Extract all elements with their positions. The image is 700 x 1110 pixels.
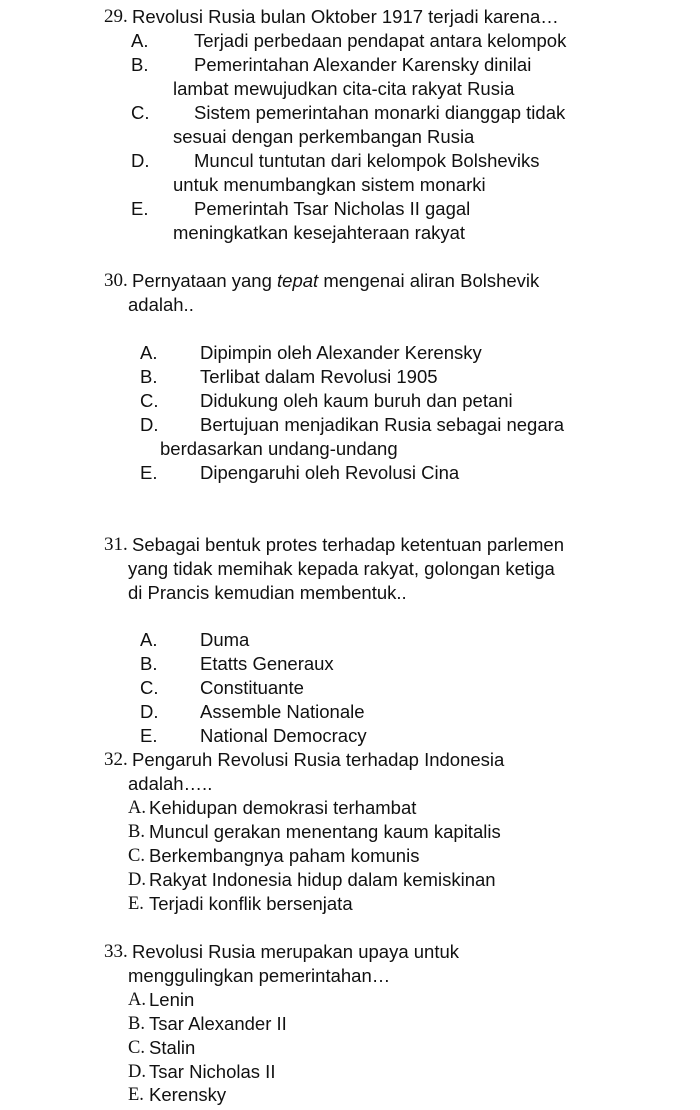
question-31-stem-line3: di Prancis kemudian membentuk..	[128, 582, 407, 603]
question-31-number: 31.	[104, 534, 128, 555]
q33-option-a-letter[interactable]: A.	[128, 990, 146, 1010]
q30-option-e-letter[interactable]: E.	[140, 462, 158, 483]
q33-option-e-letter[interactable]: E.	[128, 1085, 144, 1105]
q29-option-e-text[interactable]: Pemerintah Tsar Nicholas II gagal	[194, 198, 471, 219]
q31-option-b-text[interactable]: Etatts Generaux	[200, 653, 334, 674]
q29-option-d-text-line2[interactable]: untuk menumbangkan sistem monarki	[173, 174, 486, 195]
q33-option-a-text[interactable]: Lenin	[149, 989, 195, 1010]
q30-option-b-letter[interactable]: B.	[140, 366, 158, 387]
question-32-number: 32.	[104, 749, 128, 770]
q30-option-d-letter[interactable]: D.	[140, 414, 159, 435]
question-30-stem: Pernyataan yang tepat mengenai aliran Bolshevik	[132, 270, 540, 291]
question-30-stem-line2: adalah..	[128, 294, 194, 315]
q33-option-c-text[interactable]: Stalin	[149, 1037, 196, 1058]
q32-option-e-text[interactable]: Terjadi konflik bersenjata	[149, 893, 353, 914]
q33-option-b-text[interactable]: Tsar Alexander II	[149, 1013, 287, 1034]
q31-option-d-text[interactable]: Assemble Nationale	[200, 701, 365, 722]
question-29-number: 29.	[104, 6, 128, 27]
q29-option-d-text[interactable]: Muncul tuntutan dari kelompok Bolsheviks	[194, 150, 540, 171]
q33-option-d-text[interactable]: Tsar Nicholas II	[149, 1061, 276, 1082]
question-31-stem-line2: yang tidak memihak kepada rakyat, golongan ketiga	[128, 558, 555, 579]
q31-option-c-text[interactable]: Constituante	[200, 677, 304, 698]
q29-option-b-text[interactable]: Pemerintahan Alexander Karensky dinilai	[194, 54, 532, 75]
q32-option-c-text[interactable]: Berkembangnya paham komunis	[149, 845, 420, 866]
question-32-stem-line2: adalah…..	[128, 773, 213, 794]
q31-option-c-letter[interactable]: C.	[140, 677, 159, 698]
q31-option-b-letter[interactable]: B.	[140, 653, 158, 674]
q31-option-a-letter[interactable]: A.	[140, 629, 158, 650]
q30-option-a-letter[interactable]: A.	[140, 342, 158, 363]
q32-option-d-text[interactable]: Rakyat Indonesia hidup dalam kemiskinan	[149, 869, 496, 890]
question-32-stem: Pengaruh Revolusi Rusia terhadap Indonesia	[132, 749, 505, 770]
q29-option-c-letter[interactable]: C.	[131, 102, 150, 123]
question-33-number: 33.	[104, 941, 128, 962]
q30-option-c-letter[interactable]: C.	[140, 390, 159, 411]
q30-option-d-text[interactable]: Bertujuan menjadikan Rusia sebagai negara	[200, 414, 565, 435]
question-30-number: 30.	[104, 270, 128, 291]
q32-option-b-text[interactable]: Muncul gerakan menentang kaum kapitalis	[149, 821, 501, 842]
q29-option-e-letter[interactable]: E.	[131, 198, 149, 219]
question-33-stem: Revolusi Rusia merupakan upaya untuk	[132, 941, 460, 962]
q33-option-d-letter[interactable]: D.	[128, 1062, 146, 1082]
q29-option-b-text-line2[interactable]: lambat mewujudkan cita-cita rakyat Rusia	[173, 78, 515, 99]
q30-option-d-text-line2[interactable]: berdasarkan undang-undang	[160, 438, 398, 459]
q33-option-c-letter[interactable]: C.	[128, 1038, 145, 1058]
q32-option-e-letter[interactable]: E.	[128, 894, 144, 914]
q29-option-a-text[interactable]: Terjadi perbedaan pendapat antara kelompok	[194, 30, 567, 51]
question-31-stem: Sebagai bentuk protes terhadap ketentuan parlemen	[132, 534, 564, 555]
q32-option-a-letter[interactable]: A.	[128, 798, 146, 818]
question-33-stem-line2: menggulingkan pemerintahan…	[128, 965, 391, 986]
q29-option-c-text-line2[interactable]: sesuai dengan perkembangan Rusia	[173, 126, 475, 147]
q29-option-e-text-line2[interactable]: meningkatkan kesejahteraan rakyat	[173, 222, 466, 243]
q31-option-d-letter[interactable]: D.	[140, 701, 159, 722]
q30-option-b-text[interactable]: Terlibat dalam Revolusi 1905	[200, 366, 438, 387]
q31-option-a-text[interactable]: Duma	[200, 629, 250, 650]
q29-option-d-letter[interactable]: D.	[131, 150, 150, 171]
q29-option-b-letter[interactable]: B.	[131, 54, 149, 75]
q32-option-a-text[interactable]: Kehidupan demokrasi terhambat	[149, 797, 417, 818]
q33-option-e-text[interactable]: Kerensky	[149, 1084, 227, 1105]
q32-option-d-letter[interactable]: D.	[128, 870, 146, 890]
q29-option-c-text[interactable]: Sistem pemerintahan monarki dianggap tidak	[194, 102, 566, 123]
q32-option-c-letter[interactable]: C.	[128, 846, 145, 866]
q30-option-c-text[interactable]: Didukung oleh kaum buruh dan petani	[200, 390, 513, 411]
q29-option-a-letter[interactable]: A.	[131, 30, 149, 51]
q32-option-b-letter[interactable]: B.	[128, 822, 145, 842]
q31-option-e-text[interactable]: National Democracy	[200, 725, 367, 746]
q33-option-b-letter[interactable]: B.	[128, 1014, 145, 1034]
question-29-stem: Revolusi Rusia bulan Oktober 1917 terjadi karena…	[132, 6, 559, 27]
q31-option-e-letter[interactable]: E.	[140, 725, 158, 746]
q30-option-a-text[interactable]: Dipimpin oleh Alexander Kerensky	[200, 342, 482, 363]
q30-option-e-text[interactable]: Dipengaruhi oleh Revolusi Cina	[200, 462, 460, 483]
